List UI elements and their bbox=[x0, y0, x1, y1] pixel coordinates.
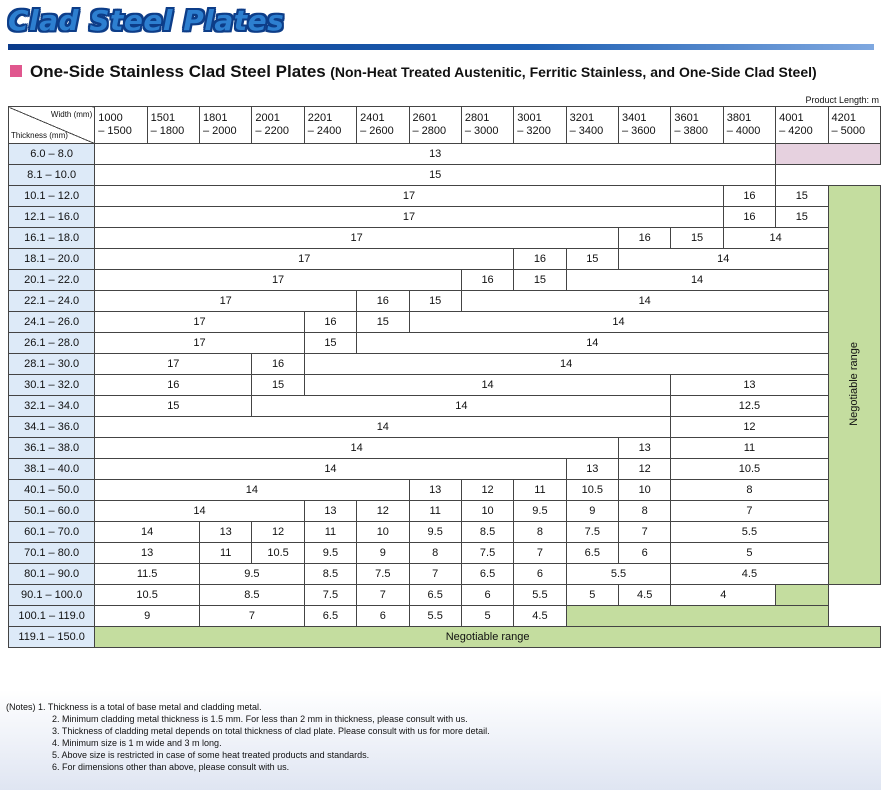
length-cell: 10 bbox=[461, 501, 513, 522]
length-cell: 16 bbox=[252, 354, 304, 375]
width-header-2601 bbox=[409, 107, 461, 144]
negotiable-range-cell bbox=[828, 186, 881, 585]
width-header-to: – 2600 bbox=[360, 125, 394, 137]
table-row bbox=[9, 459, 881, 480]
thickness-cell: 70.1 – 80.0 bbox=[9, 543, 95, 564]
table-row bbox=[9, 417, 881, 438]
length-cell: 14 bbox=[461, 291, 828, 312]
length-cell: 17 bbox=[95, 312, 305, 333]
length-cell: 17 bbox=[95, 186, 724, 207]
thickness-cell: 8.1 – 10.0 bbox=[9, 165, 95, 186]
table-row bbox=[9, 207, 881, 228]
length-cell: 9 bbox=[357, 543, 409, 564]
table-row bbox=[9, 564, 881, 585]
width-header-2401 bbox=[357, 107, 409, 144]
table-row bbox=[9, 186, 881, 207]
length-cell: 5 bbox=[566, 585, 618, 606]
length-cell: 10 bbox=[357, 522, 409, 543]
length-cell: 5 bbox=[461, 606, 513, 627]
page-title: Clad Steel Plates bbox=[8, 4, 285, 37]
length-cell: 14 bbox=[95, 417, 671, 438]
length-cell: 6 bbox=[357, 606, 409, 627]
length-cell: 4 bbox=[671, 585, 776, 606]
width-header-to: – 3200 bbox=[517, 125, 551, 137]
table-row bbox=[9, 270, 881, 291]
width-header-from: 2201 bbox=[307, 112, 333, 124]
length-cell: 7 bbox=[671, 501, 828, 522]
note-1: (Notes) 1. Thickness is a total of base metal and cladding metal. bbox=[6, 702, 262, 712]
length-cell: 7 bbox=[409, 564, 461, 585]
width-axis-label: Width (mm) bbox=[50, 110, 93, 119]
length-cell: 10 bbox=[619, 480, 671, 501]
thickness-cell: 30.1 – 32.0 bbox=[9, 375, 95, 396]
thickness-cell: 16.1 – 18.0 bbox=[9, 228, 95, 249]
thickness-cell: 38.1 – 40.0 bbox=[9, 459, 95, 480]
length-cell: 10.5 bbox=[95, 585, 200, 606]
thickness-cell: 18.1 – 20.0 bbox=[9, 249, 95, 270]
length-cell: 7.5 bbox=[357, 564, 409, 585]
length-cell: 15 bbox=[566, 249, 618, 270]
width-header-to: – 2400 bbox=[307, 125, 342, 137]
length-cell: 16 bbox=[723, 207, 775, 228]
table-row bbox=[9, 438, 881, 459]
length-cell: 4.5 bbox=[671, 564, 828, 585]
width-header-from: 3601 bbox=[674, 112, 699, 124]
length-cell: 6.5 bbox=[461, 564, 513, 585]
table-row bbox=[9, 144, 881, 165]
width-header-from: 1501 bbox=[150, 112, 176, 124]
width-header-1000 bbox=[95, 107, 147, 144]
width-header-to: – 3000 bbox=[464, 125, 499, 137]
length-cell: 8.5 bbox=[304, 564, 356, 585]
section-title-sub: (Non-Heat Treated Austenitic, Ferritic Stainless, and One-Side Clad Steel) bbox=[330, 64, 817, 80]
length-cell: 15 bbox=[671, 228, 723, 249]
length-cell: 14 bbox=[95, 459, 566, 480]
length-cell: 15 bbox=[776, 186, 828, 207]
width-header-1501 bbox=[147, 107, 199, 144]
length-cell: 14 bbox=[619, 249, 829, 270]
table-row bbox=[9, 228, 881, 249]
width-header-3401 bbox=[619, 107, 671, 144]
width-header-3801 bbox=[723, 107, 775, 144]
length-cell: 6.5 bbox=[566, 543, 618, 564]
product-length-unit: Product Length: m bbox=[805, 95, 879, 105]
width-header-to: – 4200 bbox=[779, 125, 813, 137]
width-header-to: – 2800 bbox=[412, 125, 447, 137]
length-cell: 7 bbox=[514, 543, 566, 564]
notes-block bbox=[6, 701, 490, 773]
width-header-to: – 5000 bbox=[831, 125, 866, 137]
thickness-cell: 22.1 – 24.0 bbox=[9, 291, 95, 312]
length-cell: 9.5 bbox=[200, 564, 305, 585]
length-cell: 9.5 bbox=[304, 543, 356, 564]
length-cell: 12 bbox=[619, 459, 671, 480]
length-cell: 14 bbox=[409, 312, 828, 333]
table-row bbox=[9, 354, 881, 375]
length-cell: 16 bbox=[357, 291, 409, 312]
width-header-from: 1000 bbox=[98, 112, 123, 124]
length-cell: 17 bbox=[95, 270, 462, 291]
length-cell: 8 bbox=[514, 522, 566, 543]
section-title-main: One-Side Stainless Clad Steel Plates bbox=[30, 62, 326, 81]
length-cell: 16 bbox=[514, 249, 566, 270]
table-row bbox=[9, 606, 881, 627]
width-header-from: 3801 bbox=[726, 112, 752, 124]
length-cell: 6.5 bbox=[409, 585, 461, 606]
length-cell: 16 bbox=[619, 228, 671, 249]
length-cell: 8.5 bbox=[461, 522, 513, 543]
length-cell: 16 bbox=[95, 375, 252, 396]
length-cell: 11 bbox=[671, 438, 828, 459]
section-title bbox=[10, 62, 881, 86]
note-6: 6. For dimensions other than above, please consult with us. bbox=[52, 762, 290, 772]
table-row bbox=[9, 333, 881, 354]
thickness-cell: 90.1 – 100.0 bbox=[9, 585, 95, 606]
length-cell: 17 bbox=[95, 249, 514, 270]
thickness-cell: 12.1 – 16.0 bbox=[9, 207, 95, 228]
table-row bbox=[9, 627, 881, 648]
title-underline-bar bbox=[8, 44, 874, 50]
length-cell: 12 bbox=[461, 480, 513, 501]
length-cell: 17 bbox=[95, 207, 724, 228]
length-cell: 5.5 bbox=[514, 585, 566, 606]
width-header-from: 3201 bbox=[569, 112, 595, 124]
thickness-axis-label: Thickness (mm) bbox=[11, 131, 68, 140]
length-cell: 14 bbox=[566, 270, 828, 291]
length-cell: 12 bbox=[252, 522, 304, 543]
width-header-to: – 4000 bbox=[726, 125, 761, 137]
table-row bbox=[9, 312, 881, 333]
width-header-from: 4001 bbox=[779, 112, 804, 124]
length-cell: 13 bbox=[304, 501, 356, 522]
thickness-cell: 50.1 – 60.0 bbox=[9, 501, 95, 522]
length-cell: 14 bbox=[95, 501, 305, 522]
thickness-cell: 6.0 – 8.0 bbox=[9, 144, 95, 165]
length-cell: 15 bbox=[95, 165, 776, 186]
width-header-2001 bbox=[252, 107, 304, 144]
length-cell: 4.5 bbox=[514, 606, 566, 627]
length-cell: 7 bbox=[357, 585, 409, 606]
length-cell: 17 bbox=[95, 333, 305, 354]
length-cell: 9.5 bbox=[514, 501, 566, 522]
length-cell: 8 bbox=[619, 501, 671, 522]
length-cell: 15 bbox=[514, 270, 566, 291]
length-cell: 11.5 bbox=[95, 564, 200, 585]
length-cell: 13 bbox=[95, 543, 200, 564]
length-cell: 15 bbox=[304, 333, 356, 354]
thickness-cell: 80.1 – 90.0 bbox=[9, 564, 95, 585]
width-header-to: – 2200 bbox=[255, 125, 290, 137]
length-cell: 6 bbox=[514, 564, 566, 585]
width-header-to: – 1800 bbox=[150, 125, 185, 137]
length-cell: 16 bbox=[304, 312, 356, 333]
table-row bbox=[9, 291, 881, 312]
length-cell: 10.5 bbox=[566, 480, 618, 501]
width-header-3201 bbox=[566, 107, 618, 144]
length-cell: 11 bbox=[200, 543, 252, 564]
length-cell: 7 bbox=[200, 606, 305, 627]
length-cell: 6 bbox=[619, 543, 671, 564]
width-header-1801 bbox=[200, 107, 252, 144]
table-row bbox=[9, 165, 881, 186]
length-cell: 15 bbox=[409, 291, 461, 312]
table-corner-header bbox=[9, 107, 95, 144]
negotiable-range-vertical-label: Negotiable range bbox=[848, 341, 861, 426]
length-cell: 7 bbox=[619, 522, 671, 543]
length-cell: 8.5 bbox=[200, 585, 305, 606]
width-header-from: 3001 bbox=[517, 112, 542, 124]
length-cell: 14 bbox=[95, 480, 409, 501]
width-header-2801 bbox=[461, 107, 513, 144]
length-cell: 13 bbox=[671, 375, 828, 396]
length-cell: 5.5 bbox=[409, 606, 461, 627]
note-2: 2. Minimum cladding metal thickness is 1.5 mm. For less than 2 mm in thickness, please consult with us. bbox=[52, 714, 468, 724]
width-header-from: 1801 bbox=[203, 112, 228, 124]
length-cell: 17 bbox=[95, 354, 252, 375]
length-cell: 15 bbox=[776, 207, 828, 228]
thickness-cell: 32.1 – 34.0 bbox=[9, 396, 95, 417]
width-header-to: – 3800 bbox=[674, 125, 709, 137]
length-cell: 9.5 bbox=[409, 522, 461, 543]
width-header-4201 bbox=[828, 107, 881, 144]
thickness-cell: 60.1 – 70.0 bbox=[9, 522, 95, 543]
notes-label: (Notes) bbox=[6, 702, 36, 712]
length-cell: 17 bbox=[95, 228, 619, 249]
width-header-4001 bbox=[776, 107, 828, 144]
width-header-from: 2601 bbox=[412, 112, 437, 124]
length-cell: 14 bbox=[95, 522, 200, 543]
negotiable-cell: Negotiable range bbox=[95, 627, 881, 648]
length-cell: 5.5 bbox=[566, 564, 671, 585]
length-cell: 5.5 bbox=[671, 522, 828, 543]
length-cell: 6 bbox=[461, 585, 513, 606]
length-cell: 15 bbox=[95, 396, 252, 417]
length-cell: 13 bbox=[409, 480, 461, 501]
unavailable-cell bbox=[776, 144, 881, 165]
length-cell: 14 bbox=[357, 333, 828, 354]
thickness-cell: 10.1 – 12.0 bbox=[9, 186, 95, 207]
width-header-to: – 3400 bbox=[569, 125, 604, 137]
table-row bbox=[9, 249, 881, 270]
width-header-2201 bbox=[304, 107, 356, 144]
width-header-to: – 1500 bbox=[98, 125, 132, 137]
thickness-cell: 36.1 – 38.0 bbox=[9, 438, 95, 459]
length-cell: 14 bbox=[304, 354, 828, 375]
length-cell: 8 bbox=[409, 543, 461, 564]
table-row bbox=[9, 585, 881, 606]
length-cell: 17 bbox=[95, 291, 357, 312]
width-header-3601 bbox=[671, 107, 723, 144]
length-cell: 6.5 bbox=[304, 606, 356, 627]
length-cell: 13 bbox=[95, 144, 776, 165]
length-cell: 4.5 bbox=[619, 585, 671, 606]
table-row bbox=[9, 375, 881, 396]
note-5: 5. Above size is restricted in case of some heat treated products and standards. bbox=[52, 750, 370, 760]
thickness-cell: 40.1 – 50.0 bbox=[9, 480, 95, 501]
width-header-to: – 3600 bbox=[622, 125, 656, 137]
length-cell: 13 bbox=[566, 459, 618, 480]
length-cell: 14 bbox=[723, 228, 828, 249]
width-header-from: 3401 bbox=[622, 112, 647, 124]
length-cell: 7.5 bbox=[461, 543, 513, 564]
table-row bbox=[9, 501, 881, 522]
thickness-cell: 119.1 – 150.0 bbox=[9, 627, 95, 648]
length-cell: 14 bbox=[304, 375, 671, 396]
table-row bbox=[9, 522, 881, 543]
length-cell: 14 bbox=[252, 396, 671, 417]
length-cell: 10.5 bbox=[252, 543, 304, 564]
length-cell: 5 bbox=[671, 543, 828, 564]
length-cell: 11 bbox=[514, 480, 566, 501]
length-cell: 11 bbox=[409, 501, 461, 522]
table-row bbox=[9, 480, 881, 501]
width-header-from: 2801 bbox=[464, 112, 490, 124]
length-cell: 10.5 bbox=[671, 459, 828, 480]
negotiable-cell bbox=[776, 585, 828, 606]
length-cell: 16 bbox=[461, 270, 513, 291]
clad-plate-size-table bbox=[8, 106, 881, 648]
width-header-from: 2401 bbox=[360, 112, 385, 124]
table-row bbox=[9, 543, 881, 564]
length-cell: 7.5 bbox=[304, 585, 356, 606]
length-cell: 7.5 bbox=[566, 522, 618, 543]
thickness-cell: 28.1 – 30.0 bbox=[9, 354, 95, 375]
length-cell: 15 bbox=[252, 375, 304, 396]
pink-square-bullet-icon bbox=[10, 65, 22, 77]
length-cell: 12 bbox=[357, 501, 409, 522]
table-row bbox=[9, 396, 881, 417]
thickness-cell: 20.1 – 22.0 bbox=[9, 270, 95, 291]
length-cell: 14 bbox=[95, 438, 619, 459]
negotiable-cell bbox=[566, 606, 828, 627]
width-header-row bbox=[9, 107, 881, 144]
thickness-cell: 34.1 – 36.0 bbox=[9, 417, 95, 438]
width-header-from: 2001 bbox=[255, 112, 280, 124]
length-cell: 11 bbox=[304, 522, 356, 543]
length-cell: 13 bbox=[619, 438, 671, 459]
note-3: 3. Thickness of cladding metal depends on total thickness of clad plate. Please consult with us for more detail. bbox=[52, 726, 490, 736]
width-header-from: 4201 bbox=[831, 112, 856, 124]
width-header-3001 bbox=[514, 107, 566, 144]
length-cell: 12 bbox=[671, 417, 828, 438]
note-4: 4. Minimum size is 1 m wide and 3 m long. bbox=[52, 738, 222, 748]
length-cell: 13 bbox=[200, 522, 252, 543]
thickness-cell: 100.1 – 119.0 bbox=[9, 606, 95, 627]
length-cell: 8 bbox=[671, 480, 828, 501]
thickness-cell: 26.1 – 28.0 bbox=[9, 333, 95, 354]
thickness-cell: 24.1 – 26.0 bbox=[9, 312, 95, 333]
length-cell: 16 bbox=[723, 186, 775, 207]
length-cell: 9 bbox=[566, 501, 618, 522]
length-cell: 15 bbox=[357, 312, 409, 333]
length-cell: 9 bbox=[95, 606, 200, 627]
width-header-to: – 2000 bbox=[203, 125, 237, 137]
length-cell: 12.5 bbox=[671, 396, 828, 417]
